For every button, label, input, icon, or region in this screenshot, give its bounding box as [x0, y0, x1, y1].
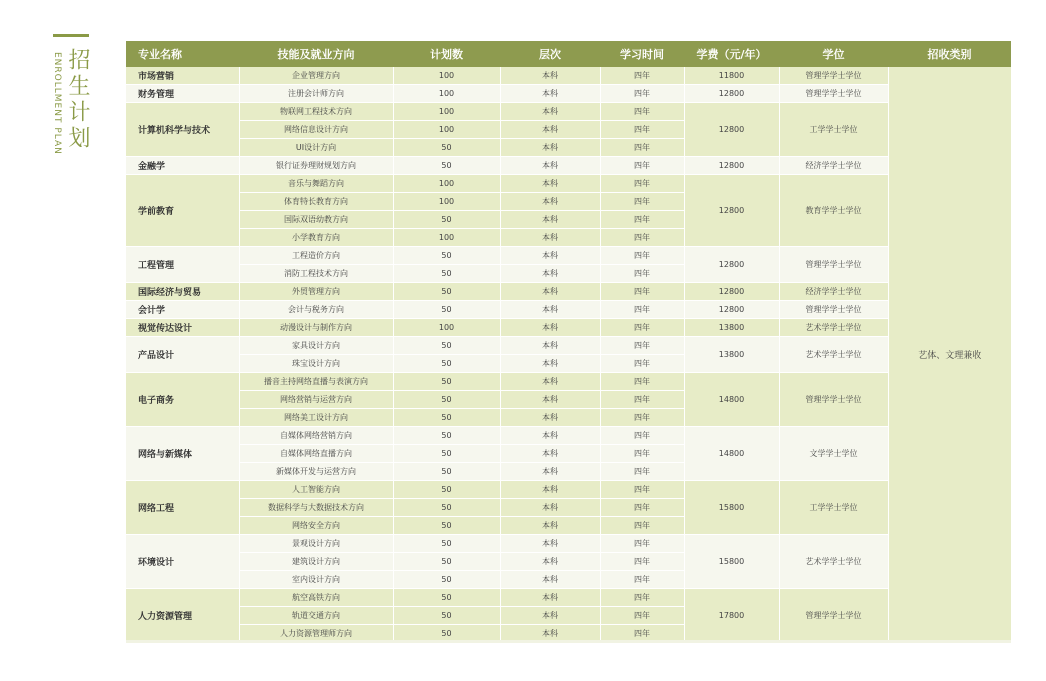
- header-major: 专业名称: [126, 41, 239, 67]
- direction-cell: 网络营销与运营方向: [239, 391, 393, 409]
- plan-cell: 100: [393, 229, 500, 247]
- direction-cell: 注册会计师方向: [239, 85, 393, 103]
- header-row: [126, 41, 1011, 67]
- fee-cell: 15800: [684, 535, 779, 589]
- category-cell: 艺体、文理兼收: [888, 67, 1011, 643]
- level-cell: 本科: [500, 301, 600, 319]
- plan-cell: 50: [393, 157, 500, 175]
- direction-cell: 网络美工设计方向: [239, 409, 393, 427]
- major-name: 网络工程: [126, 481, 239, 535]
- years-cell: 四年: [600, 499, 684, 517]
- years-cell: 四年: [600, 463, 684, 481]
- direction-cell: 消防工程技术方向: [239, 265, 393, 283]
- direction-cell: 工程造价方向: [239, 247, 393, 265]
- table-row: [126, 247, 1011, 265]
- plan-cell: 50: [393, 463, 500, 481]
- level-cell: 本科: [500, 463, 600, 481]
- plan-cell: 50: [393, 211, 500, 229]
- header-years: 学习时间: [600, 41, 684, 67]
- years-cell: 四年: [600, 355, 684, 373]
- direction-cell: 室内设计方向: [239, 571, 393, 589]
- plan-cell: 50: [393, 283, 500, 301]
- major-name: 会计学: [126, 301, 239, 319]
- level-cell: 本科: [500, 355, 600, 373]
- degree-cell: 工学学士学位: [779, 103, 888, 157]
- level-cell: 本科: [500, 85, 600, 103]
- table-row: [126, 373, 1011, 391]
- direction-cell: 轨道交通方向: [239, 607, 393, 625]
- direction-cell: 数据科学与大数据技术方向: [239, 499, 393, 517]
- years-cell: 四年: [600, 85, 684, 103]
- direction-cell: 外贸管理方向: [239, 283, 393, 301]
- level-cell: 本科: [500, 211, 600, 229]
- level-cell: 本科: [500, 67, 600, 85]
- level-cell: 本科: [500, 517, 600, 535]
- years-cell: 四年: [600, 283, 684, 301]
- fee-cell: 13800: [684, 337, 779, 373]
- degree-cell: 艺术学学士学位: [779, 535, 888, 589]
- level-cell: 本科: [500, 193, 600, 211]
- degree-cell: 工学学士学位: [779, 481, 888, 535]
- plan-cell: 50: [393, 391, 500, 409]
- level-cell: 本科: [500, 625, 600, 643]
- plan-cell: 50: [393, 427, 500, 445]
- plan-cell: 50: [393, 301, 500, 319]
- plan-cell: 50: [393, 499, 500, 517]
- years-cell: 四年: [600, 373, 684, 391]
- header-fee: 学费（元/年）: [684, 41, 779, 67]
- direction-cell: 自媒体网络直播方向: [239, 445, 393, 463]
- direction-cell: UI设计方向: [239, 139, 393, 157]
- years-cell: 四年: [600, 193, 684, 211]
- plan-cell: 100: [393, 121, 500, 139]
- plan-cell: 50: [393, 409, 500, 427]
- major-name: 产品设计: [126, 337, 239, 373]
- degree-cell: 经济学学士学位: [779, 157, 888, 175]
- years-cell: 四年: [600, 139, 684, 157]
- accent-bar: [53, 34, 89, 37]
- page-title: 招生计划: [65, 48, 90, 152]
- level-cell: 本科: [500, 409, 600, 427]
- plan-cell: 50: [393, 607, 500, 625]
- direction-cell: 企业管理方向: [239, 67, 393, 85]
- table-row: [126, 301, 1011, 319]
- fee-cell: 15800: [684, 481, 779, 535]
- major-name: 电子商务: [126, 373, 239, 427]
- degree-cell: 教育学学士学位: [779, 175, 888, 247]
- years-cell: 四年: [600, 409, 684, 427]
- years-cell: 四年: [600, 445, 684, 463]
- table-row: [126, 283, 1011, 301]
- direction-cell: 银行证券理财规划方向: [239, 157, 393, 175]
- header-plan: 计划数: [393, 41, 500, 67]
- plan-cell: 50: [393, 247, 500, 265]
- major-name: 学前教育: [126, 175, 239, 247]
- level-cell: 本科: [500, 229, 600, 247]
- plan-cell: 100: [393, 85, 500, 103]
- plan-cell: 50: [393, 535, 500, 553]
- header-level: 层次: [500, 41, 600, 67]
- table-row: [126, 103, 1011, 121]
- table-row: [126, 175, 1011, 193]
- direction-cell: 网络信息设计方向: [239, 121, 393, 139]
- level-cell: 本科: [500, 535, 600, 553]
- years-cell: 四年: [600, 121, 684, 139]
- level-cell: 本科: [500, 589, 600, 607]
- direction-cell: 动漫设计与制作方向: [239, 319, 393, 337]
- fee-cell: 11800: [684, 67, 779, 85]
- page-subtitle: ENROLLMENT PLAN: [52, 52, 62, 155]
- direction-cell: 物联网工程技术方向: [239, 103, 393, 121]
- degree-cell: 艺术学学士学位: [779, 319, 888, 337]
- table-row: [126, 85, 1011, 103]
- years-cell: 四年: [600, 535, 684, 553]
- degree-cell: 管理学学士学位: [779, 589, 888, 643]
- plan-cell: 50: [393, 481, 500, 499]
- fee-cell: 12800: [684, 85, 779, 103]
- bottom-divider: [126, 640, 1011, 643]
- fee-cell: 12800: [684, 103, 779, 157]
- direction-cell: 会计与税务方向: [239, 301, 393, 319]
- years-cell: 四年: [600, 391, 684, 409]
- level-cell: 本科: [500, 139, 600, 157]
- major-name: 视觉传达设计: [126, 319, 239, 337]
- years-cell: 四年: [600, 589, 684, 607]
- plan-cell: 50: [393, 265, 500, 283]
- degree-cell: 管理学学士学位: [779, 67, 888, 85]
- level-cell: 本科: [500, 445, 600, 463]
- table-row: [126, 535, 1011, 553]
- years-cell: 四年: [600, 67, 684, 85]
- fee-cell: 12800: [684, 247, 779, 283]
- plan-cell: 50: [393, 589, 500, 607]
- years-cell: 四年: [600, 481, 684, 499]
- major-name: 工程管理: [126, 247, 239, 283]
- degree-cell: 管理学学士学位: [779, 85, 888, 103]
- level-cell: 本科: [500, 175, 600, 193]
- plan-cell: 50: [393, 445, 500, 463]
- years-cell: 四年: [600, 553, 684, 571]
- years-cell: 四年: [600, 229, 684, 247]
- level-cell: 本科: [500, 391, 600, 409]
- table-row: [126, 481, 1011, 499]
- plan-cell: 100: [393, 193, 500, 211]
- degree-cell: 管理学学士学位: [779, 301, 888, 319]
- plan-cell: 100: [393, 319, 500, 337]
- header-category: 招收类别: [888, 41, 1011, 67]
- direction-cell: 播音主持网络直播与表演方向: [239, 373, 393, 391]
- years-cell: 四年: [600, 247, 684, 265]
- table-row: [126, 427, 1011, 445]
- years-cell: 四年: [600, 517, 684, 535]
- fee-cell: 14800: [684, 427, 779, 481]
- fee-cell: 12800: [684, 175, 779, 247]
- plan-cell: 50: [393, 625, 500, 643]
- major-name: 环境设计: [126, 535, 239, 589]
- direction-cell: 人力资源管理师方向: [239, 625, 393, 643]
- direction-cell: 航空高铁方向: [239, 589, 393, 607]
- major-name: 市场营销: [126, 67, 239, 85]
- major-name: 网络与新媒体: [126, 427, 239, 481]
- degree-cell: 艺术学学士学位: [779, 337, 888, 373]
- direction-cell: 珠宝设计方向: [239, 355, 393, 373]
- table-row: [126, 589, 1011, 607]
- years-cell: 四年: [600, 157, 684, 175]
- level-cell: 本科: [500, 319, 600, 337]
- plan-cell: 50: [393, 337, 500, 355]
- degree-cell: 管理学学士学位: [779, 373, 888, 427]
- direction-cell: 建筑设计方向: [239, 553, 393, 571]
- plan-cell: 100: [393, 175, 500, 193]
- table-row: [126, 157, 1011, 175]
- header-direction: 技能及就业方向: [239, 41, 393, 67]
- years-cell: 四年: [600, 571, 684, 589]
- direction-cell: 网络安全方向: [239, 517, 393, 535]
- enrollment-table: [126, 41, 1011, 643]
- table-row: [126, 319, 1011, 337]
- fee-cell: 12800: [684, 283, 779, 301]
- fee-cell: 13800: [684, 319, 779, 337]
- level-cell: 本科: [500, 499, 600, 517]
- level-cell: 本科: [500, 157, 600, 175]
- major-name: 国际经济与贸易: [126, 283, 239, 301]
- major-name: 金融学: [126, 157, 239, 175]
- direction-cell: 体育特长教育方向: [239, 193, 393, 211]
- direction-cell: 景观设计方向: [239, 535, 393, 553]
- years-cell: 四年: [600, 265, 684, 283]
- direction-cell: 音乐与舞蹈方向: [239, 175, 393, 193]
- years-cell: 四年: [600, 103, 684, 121]
- level-cell: 本科: [500, 427, 600, 445]
- level-cell: 本科: [500, 265, 600, 283]
- level-cell: 本科: [500, 553, 600, 571]
- plan-cell: 50: [393, 373, 500, 391]
- level-cell: 本科: [500, 103, 600, 121]
- level-cell: 本科: [500, 481, 600, 499]
- years-cell: 四年: [600, 319, 684, 337]
- plan-cell: 50: [393, 517, 500, 535]
- level-cell: 本科: [500, 571, 600, 589]
- level-cell: 本科: [500, 373, 600, 391]
- plan-cell: 50: [393, 355, 500, 373]
- plan-cell: 100: [393, 67, 500, 85]
- degree-cell: 经济学学士学位: [779, 283, 888, 301]
- table-body: [126, 67, 1011, 643]
- plan-cell: 50: [393, 139, 500, 157]
- major-name: 计算机科学与技术: [126, 103, 239, 157]
- years-cell: 四年: [600, 337, 684, 355]
- years-cell: 四年: [600, 427, 684, 445]
- years-cell: 四年: [600, 625, 684, 643]
- degree-cell: 管理学学士学位: [779, 247, 888, 283]
- direction-cell: 新媒体开发与运营方向: [239, 463, 393, 481]
- plan-cell: 100: [393, 103, 500, 121]
- direction-cell: 国际双语幼教方向: [239, 211, 393, 229]
- degree-cell: 文学学士学位: [779, 427, 888, 481]
- enrollment-table-container: [126, 41, 1011, 643]
- direction-cell: 小学教育方向: [239, 229, 393, 247]
- table-row: [126, 67, 1011, 85]
- fee-cell: 17800: [684, 589, 779, 643]
- years-cell: 四年: [600, 211, 684, 229]
- level-cell: 本科: [500, 121, 600, 139]
- table-row: [126, 337, 1011, 355]
- years-cell: 四年: [600, 301, 684, 319]
- fee-cell: 12800: [684, 157, 779, 175]
- fee-cell: 12800: [684, 301, 779, 319]
- direction-cell: 家具设计方向: [239, 337, 393, 355]
- plan-cell: 50: [393, 571, 500, 589]
- level-cell: 本科: [500, 607, 600, 625]
- major-name: 财务管理: [126, 85, 239, 103]
- plan-cell: 50: [393, 553, 500, 571]
- header-degree: 学位: [779, 41, 888, 67]
- direction-cell: 自媒体网络营销方向: [239, 427, 393, 445]
- level-cell: 本科: [500, 283, 600, 301]
- years-cell: 四年: [600, 175, 684, 193]
- level-cell: 本科: [500, 247, 600, 265]
- level-cell: 本科: [500, 337, 600, 355]
- years-cell: 四年: [600, 607, 684, 625]
- major-name: 人力资源管理: [126, 589, 239, 643]
- direction-cell: 人工智能方向: [239, 481, 393, 499]
- fee-cell: 14800: [684, 373, 779, 427]
